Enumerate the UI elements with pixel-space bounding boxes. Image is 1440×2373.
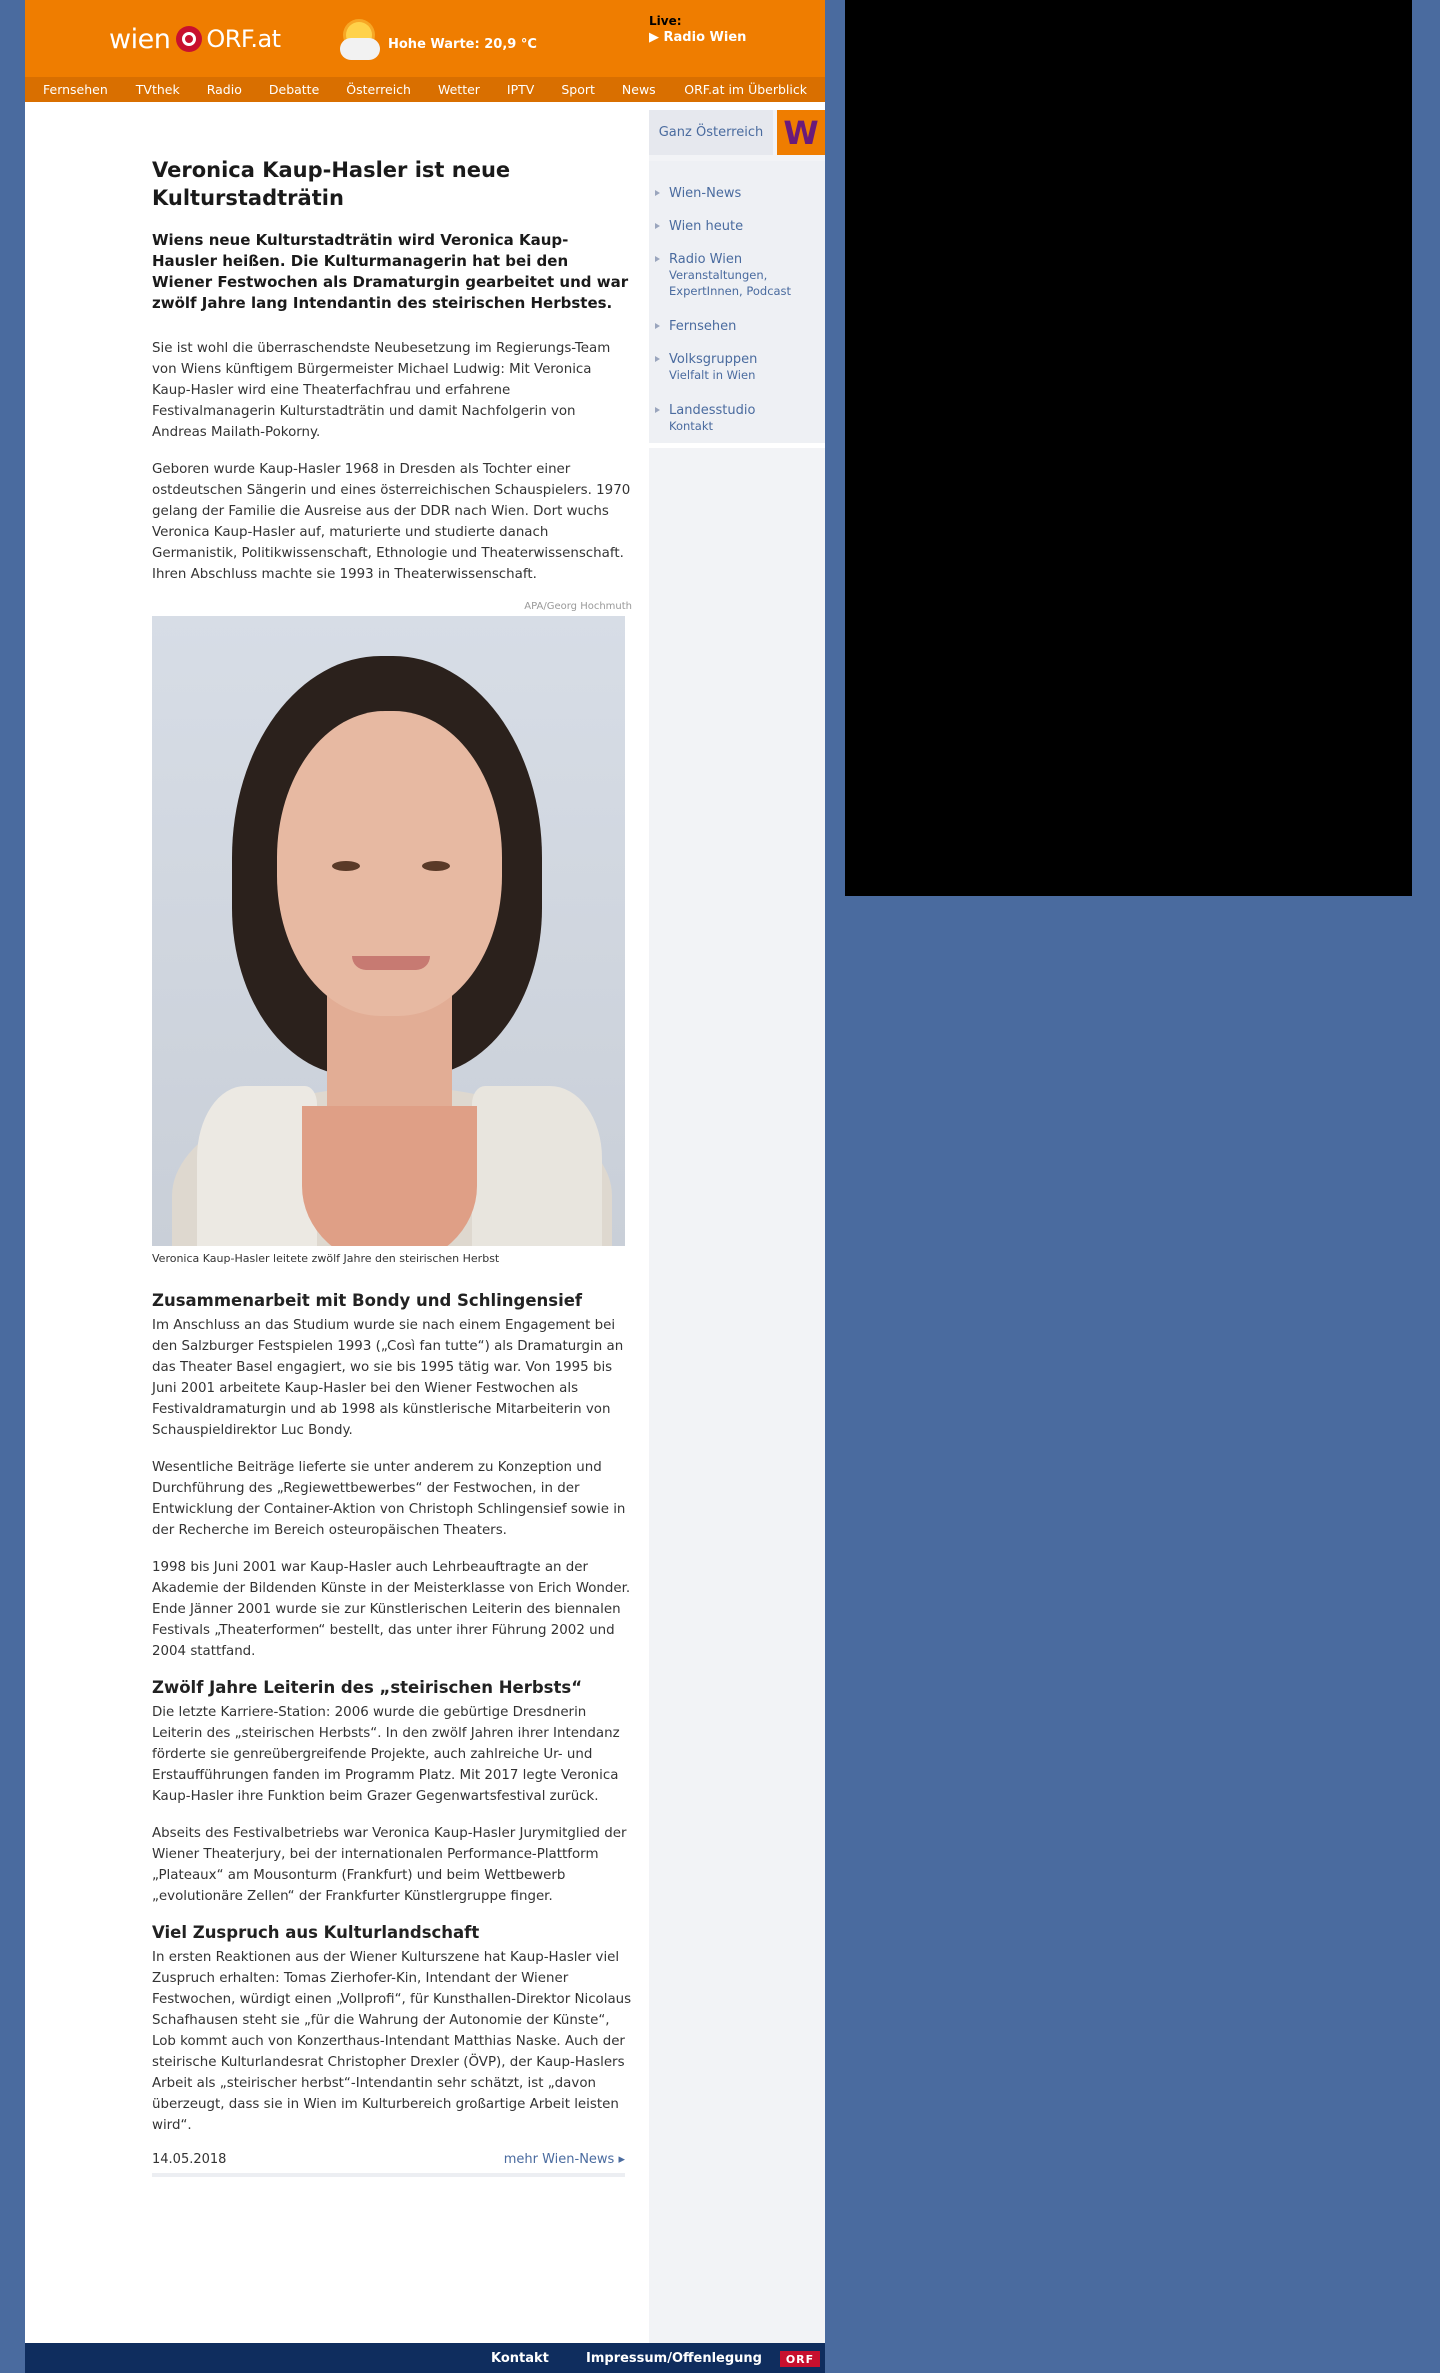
logo-orfat-text: ORF.at xyxy=(206,25,281,53)
sidebar-item-wien-heute[interactable] xyxy=(669,219,819,234)
bullet-icon xyxy=(655,407,660,413)
section-heading: Zwölf Jahre Leiterin des „steirischen Herbsts“ xyxy=(152,1678,583,1697)
nav-item-iptv[interactable]: IPTV xyxy=(506,82,535,97)
sidebar-item-label[interactable]: Wien heute xyxy=(669,219,744,234)
article-paragraph: 1998 bis Juni 2001 war Kaup-Hasler auch Lehrbeauftragte an der Akademie der Bildenden Künste in der Meisterklasse von Erich Wonder. Ende Jänner 2001 wurde sie zur Künstlerischen Leiterin des biennalen Festivals „Theaterformen“ bestellt, das unter ihrer Führung 2002 und 2004 stattfand. xyxy=(152,1560,631,1659)
sidebar-item-landesstudio[interactable] xyxy=(669,403,819,434)
orf-logo-badge[interactable]: ORF xyxy=(780,2351,820,2367)
nav-item-news[interactable]: News xyxy=(621,82,656,97)
orf-eye-icon xyxy=(176,26,202,52)
w-letter: W xyxy=(783,113,819,152)
photo-caption: Veronica Kaup-Hasler leitete zwölf Jahre den steirischen Herbst xyxy=(152,1252,500,1265)
main-navigation xyxy=(25,77,825,102)
article-paragraph: Die letzte Karriere-Station: 2006 wurde die gebürtige Dresdnerin Leiterin des „steirischen Herbsts“. In den zwölf Jahren ihrer Intendanz förderte sie genreübergreifende Projekte, auch zahlreiche Ur- und Erstaufführungen fanden im Programm Platz. Mit 2017 legte Veronica Kaup-Hasler ihre Funktion beim Grazer Gegenwartsfestival zurück. xyxy=(152,1705,620,1804)
nav-item-orf-overview[interactable]: ORF.at im Überblick xyxy=(684,82,807,97)
article-paragraph: Sie ist wohl die überraschendste Neubesetzung im Regierungs-Team von Wiens künftigem Bürgermeister Michael Ludwig: Mit Veronica Kaup-Hasler wird eine Theaterfachfrau und erfahrene Festivalmanagerin Kulturstadträtin und damit Nachfolgerin von Andreas Mailath-Pokorny. xyxy=(152,341,611,440)
sidebar-header xyxy=(649,110,825,155)
article-paragraph: In ersten Reaktionen aus der Wiener Kulturszene hat Kaup-Hasler viel Zuspruch erhalten: Tomas Zierhofer-Kin, Intendant der Wiener Festwochen, würdigt einen „Vollprofi“, für Kunsthallen-Direktor Nicolaus Schafhausen steht sie „für die Wahrung der Autonomie der Künste“, Lob kommt auch von Konzerthaus-Intendant Matthias Naske. Auch der steirische Kulturlandesrat Christopher Drexler (ÖVP), der Kaup-Haslers Arbeit als „steirischer herbst“-Intendantin sehr schätzt, ist „davon überzeugt, dass sie in Wien im Kulturbereich großartige Arbeit leisten wird“. xyxy=(152,1950,632,2133)
sidebar xyxy=(649,110,825,2343)
weather-widget[interactable] xyxy=(340,22,537,66)
sidebar-item-label[interactable]: Wien-News xyxy=(669,186,742,201)
bullet-icon xyxy=(655,190,660,196)
sidebar-item-label[interactable]: Landesstudio xyxy=(669,403,756,418)
article-paragraph: Wesentliche Beiträge lieferte sie unter anderem zu Konzeption und Durchführung des „Regiewettbewerbes“ der Festwochen, in der Entwicklung der Container-Aktion von Christoph Schlingensief sowie in der Recherche im Bereich osteuropäischen Theaters. xyxy=(152,1460,626,1538)
article-footer xyxy=(152,2152,625,2177)
sidebar-item-radio-wien[interactable] xyxy=(669,252,819,299)
live-radio[interactable] xyxy=(649,14,746,45)
footer-kontakt-link[interactable]: Kontakt xyxy=(491,2351,549,2366)
sidebar-item-sublinks[interactable]: Veranstaltungen, ExpertInnen, Podcast xyxy=(669,268,792,298)
more-wien-news-link[interactable]: mehr Wien-News ▸ xyxy=(503,2152,625,2167)
article xyxy=(152,156,632,2177)
logo-wien-text: wien xyxy=(109,23,171,55)
article-paragraph: Geboren wurde Kaup-Hasler 1968 in Dresden als Tochter einer ostdeutschen Sängerin und eines österreichischen Schauspielers. 1970 gelang der Familie die Ausreise aus der DDR nach Wien. Dort wuchs Veronica Kaup-Hasler auf, maturierte und studierte danach Germanistik, Politikwissenschaft, Ethnologie und Theaterwissenschaft. Ihren Abschluss machte sie 1993 in Theaterwissenschaft. xyxy=(152,462,631,582)
article-title: Veronica Kaup-Hasler ist neue Kulturstadträtin xyxy=(152,158,511,210)
bullet-icon xyxy=(655,223,660,229)
live-station-link[interactable]: ▶ Radio Wien xyxy=(649,30,747,45)
site-header xyxy=(25,0,825,77)
sidebar-divider xyxy=(649,443,825,448)
ad-placeholder xyxy=(845,0,1412,896)
nav-item-sport[interactable]: Sport xyxy=(561,82,595,97)
weather-label: Hohe Warte: 20,9 °C xyxy=(388,36,537,52)
photo-credit: APA/Georg Hochmuth xyxy=(524,601,632,612)
sidebar-menu xyxy=(649,161,825,447)
nav-item-tvthek[interactable]: TVthek xyxy=(135,82,180,97)
footer-impressum-link[interactable]: Impressum/Offenlegung xyxy=(586,2351,762,2366)
nav-item-radio[interactable]: Radio xyxy=(206,82,242,97)
sidebar-item-sublinks[interactable]: Vielfalt in Wien xyxy=(669,368,756,382)
nav-item-fernsehen[interactable]: Fernsehen xyxy=(43,82,108,97)
nav-item-oesterreich[interactable]: Österreich xyxy=(346,82,411,97)
partly-cloudy-icon xyxy=(340,22,384,66)
site-footer xyxy=(25,2343,825,2373)
sidebar-item-sublinks[interactable]: Kontakt xyxy=(669,419,714,433)
tab-ganz-oesterreich[interactable]: Ganz Österreich xyxy=(649,110,773,155)
nav-item-debatte[interactable]: Debatte xyxy=(268,82,320,97)
sidebar-item-fernsehen[interactable] xyxy=(669,319,819,334)
page-container xyxy=(25,0,825,2373)
article-paragraph: Abseits des Festivalbetriebs war Veronica Kaup-Hasler Jurymitglied der Wiener Theaterjury, bei der internationalen Performance-Plattform „Plateaux“ am Mousonturm (Frankfurt) und beim Wettbewerb „evolutionäre Zellen“ der Frankfurter Künstlergruppe finger. xyxy=(152,1826,627,1904)
article-date: 14.05.2018 xyxy=(152,2152,227,2167)
wien-orf-logo[interactable] xyxy=(109,22,281,56)
article-paragraph: Im Anschluss an das Studium wurde sie nach einem Engagement bei den Salzburger Festspielen 1993 („Così fan tutte“) als Dramaturgin an das Theater Basel engagiert, wo sie bis 1995 tätig war. Von 1995 bis Juni 2001 arbeitete Kaup-Hasler bei den Wiener Festwochen als Festivaldramaturgin und ab 1998 als künstlerische Mitarbeiterin von Schauspieldirektor Luc Bondy. xyxy=(152,1318,624,1438)
section-heading: Zusammenarbeit mit Bondy und Schlingensief xyxy=(152,1291,583,1310)
sidebar-item-label[interactable]: Fernsehen xyxy=(669,319,737,334)
bullet-icon xyxy=(655,356,660,362)
sidebar-item-label[interactable]: Radio Wien xyxy=(669,252,743,267)
sidebar-item-volksgruppen[interactable] xyxy=(669,352,819,383)
portrait-photo xyxy=(152,616,625,1246)
section-heading: Viel Zuspruch aus Kulturlandschaft xyxy=(152,1923,480,1942)
bullet-icon xyxy=(655,323,660,329)
bullet-icon xyxy=(655,256,660,262)
nav-item-wetter[interactable]: Wetter xyxy=(437,82,480,97)
sidebar-item-label[interactable]: Volksgruppen xyxy=(669,352,758,367)
sidebar-item-wien-news[interactable] xyxy=(669,186,819,201)
article-lead: Wiens neue Kulturstadträtin wird Veronica Kaup-Hausler heißen. Die Kulturmanagerin hat bei den Wiener Festwochen als Dramaturgin gearbeitet und war zwölf Jahre lang Intendantin des steirischen Herbstes. xyxy=(152,231,629,312)
live-label: Live: xyxy=(649,14,682,28)
wien-w-logo[interactable] xyxy=(777,110,825,155)
